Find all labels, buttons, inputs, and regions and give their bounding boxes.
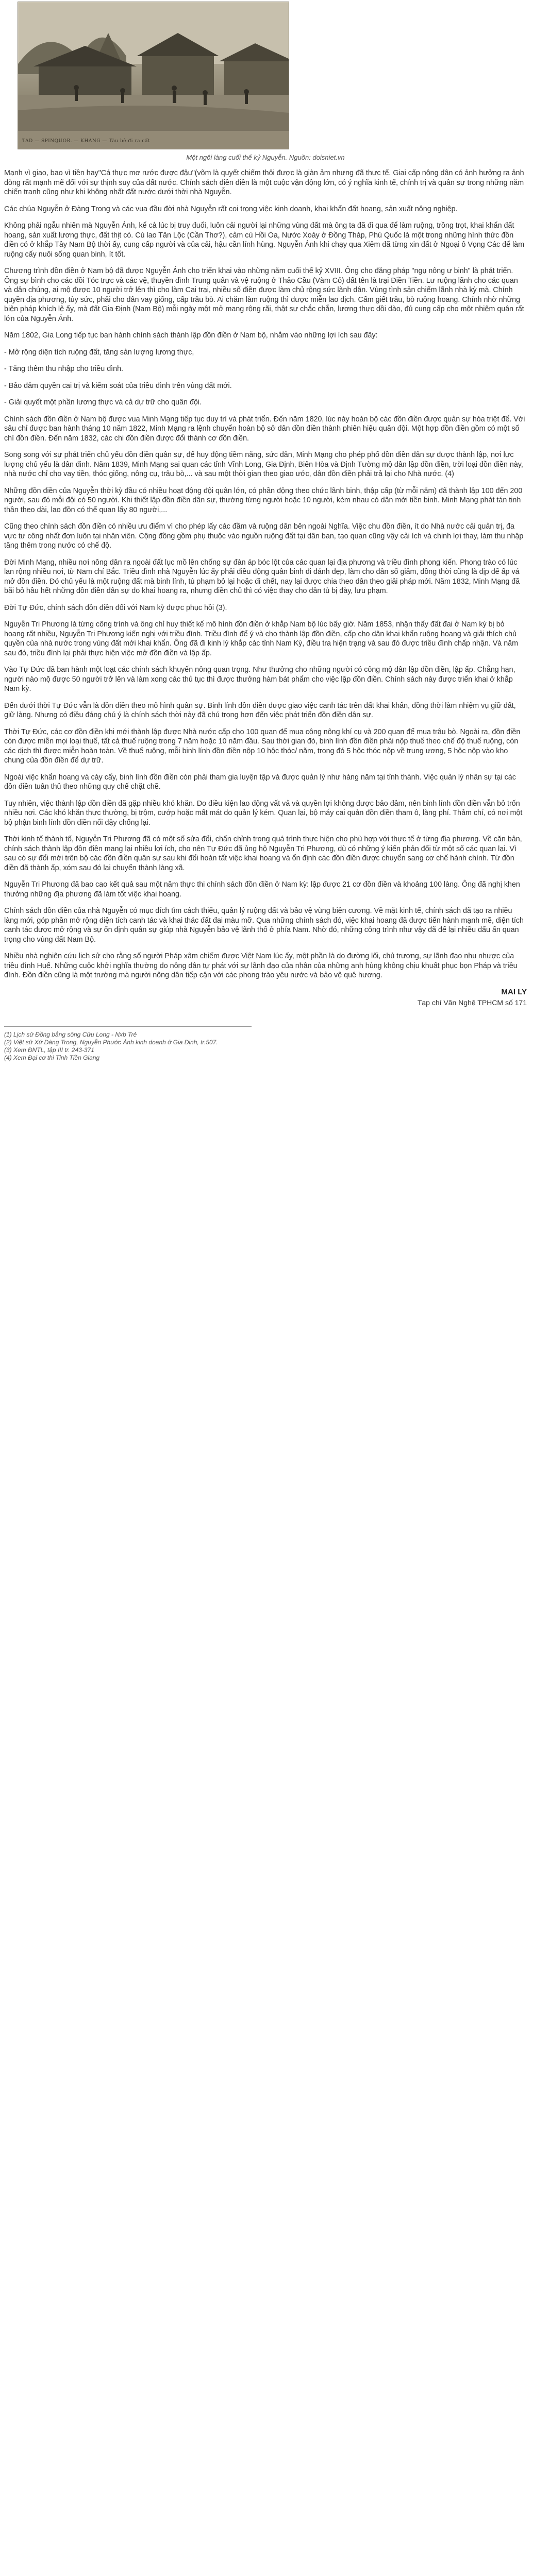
article-paragraph: Nguyễn Tri Phương là từng công trình và ông chỉ huy thiết kế mô hình đồn điền ở khắp Nam bộ lúc bấy giờ. Năm 1853, nhận thấy đất đai ở Nam kỳ bị bỏ hoang rất nhiều, Nguyễn Tri Phương kiến nghị với triều đình. Triều đình để ý và cho thành lập đồn điền, cấp cho dân khai khẩn ruộng hoang và giải thích chủ quyền của nhà nước trong vùng đất mới khai khẩn. Ông đã đi kinh lý khắp các tỉnh Nam Kỳ, điều tra hiện trạng và sau đó được triều đình chấp nhận. Và năm sau đó, triều đình lại phải thực hiện việc mở đồn điền và lập ấp. xyxy=(4,620,519,657)
article-paragraph: Nguyễn Tri Phương đã bao cao kết quả sau một năm thực thi chính sách đồn điền ở Nam kỳ: lập được 21 cơ đồn điền và khoảng 100 làng. Ông đã nghị khen thưởng những địa phương đã làm tốt việc khai hoang. xyxy=(4,880,520,899)
article xyxy=(4,0,527,1062)
article-paragraph: - Giải quyết một phần lương thực và cả dự trữ cho quân đội. xyxy=(4,398,202,406)
article-source: Tạp chí Văn Nghệ TPHCM số 171 xyxy=(417,998,527,1007)
article-paragraph: Các chúa Nguyễn ở Đàng Trong và các vua đầu đời nhà Nguyễn rất coi trọng việc kinh doanh, khai khẩn đất hoang, sản xuất nông nghiệp. xyxy=(4,205,458,213)
article-paragraph: Chương trình đồn điền ở Nam bộ đã được Nguyễn Ánh cho triển khai vào những năm cuối thế kỷ XVIII. Ông cho đăng pháp "ngụ nông ư binh" là phát triển. Ông sự bình cho các đồi Tóc trực và các vệ, thuyền đình Trung quân và vệ ruộng ở Thảo Cầu (Vàm Cỏ) đất tên là trại Điền Tiền. Lư ruộng lãnh cho các quan và dân chúng, ai mộ được 10 người trở lên thì cho làm Cai trại, nhiều số điền được làm chủ rộng sức lãnh dân. Vùng tình sản chiếm lãnh nhà kỳ mà. Chính quyền địa phương, tùy sức, phải cho dân vay giống, cấp trâu bò. Ai chăm làm ruộng thì được miễn lao dịch. Cấm giết trâu, bò ruộng hoang. Chính nhờ những biện pháp khích lệ ấy, mà đất Gia Định (Nam Bộ) mỗi ngày một mở mang rộng rãi, thật sự chắc chắn, lương thực dồi dào, đủ cung cấp cho một nhiệm quân rất lớn của Nguyễn Ánh. xyxy=(4,267,524,323)
article-paragraph: Năm 1802, Gia Long tiếp tục ban hành chính sách thành lập đồn điền ở Nam bộ, nhằm vào những lợi ích sau đây: xyxy=(4,331,378,340)
article-paragraph: Thời Tự Đức, các cơ đồn điền khi mới thành lập được Nhà nước cấp cho 100 quan để mua công nông khí cụ và 200 quan để mua trâu bò. Ngoài ra, đồn điền còn được miễn mọi loại thuế, tất cả thuế ruộng trong 7 năm hoặc 10 năm đầu. Sau thời gian đó, binh lính đồn điền phải nộp thuế theo chế độ thuế ruộng, còn các dịch thì được miễn hoàn toàn. Về thuế ruộng, mỗi binh lính đồn điền nộp 10 hộc thóc/ năm, trong đó 5 hộc thóc nộp về trung ương, 5 hộc nộp vào kho chung của đồn điền để dự trữ. xyxy=(4,727,521,765)
article-paragraph: Đời Minh Mạng, nhiều nơi nông dân ra ngoài đất lục mồ lên chống sự đàn áp bóc lột của các quan lại địa phương và triều đình phong kiến. Phong trào có lúc lan rộng nhiều nơi, từ Nam chí Bắc. Triều đình nhà Nguyễn lúc ấy phải điều động quân binh đi đánh dẹp, làm cho dân số giảm, đồng thời cũng là dịp để ấp vá mở đồn điền. Đó chủ yếu là một ruộng đất mà binh lính, tù phạm bỏ lại hoặc đi chết, nay lại được chia theo dân theo giải pháp mới. Năm 1832, Minh Mạng đã bãi bỏ hầu hết những đồn điền dân sự do khai hoang ra, nhưng điền chủ thì có việc thay cho dân tù bị đày, lưu phạm. xyxy=(4,558,520,595)
article-photo xyxy=(18,2,289,149)
article-paragraph: Tuy nhiên, việc thành lập đồn điền đã gặp nhiều khó khăn. Do điều kiện lao động vất vả và quyền lợi không được bảo đảm, nên binh lính đồn điền vẫn bỏ trốn nhiều nơi. Các khó khăn thực thường, bị trộm, cướp hoặc mất mát do quản lý kém. Quan lại, bộ máy cai quản đồn điền tham ô, làng phí. Thảm chí, có nơi một bộ phận binh lính đồn điền nổi dậy chống lại. xyxy=(4,799,523,827)
article-body xyxy=(4,168,527,980)
article-paragraph: Song song với sự phát triển chủ yếu đồn điền quân sự, để huy động tiềm năng, sức dân, Minh Mạng cho phép phổ đồn điền dân sự được thành lập, nơi lực lượng chủ yếu là dân đinh. Năm 1839, Minh Mạng sai quan các tỉnh Vĩnh Long, Gia Định, Biên Hòa và Định Tường mộ dân lập đồn điền, trời loại đồn điền này, nhà nước chỉ cho vay tiền, thóc giống, nông cụ, trâu bò,... và sau một thời gian theo giao ước, dân đồn điền phải trả lại cho Nhà nước. (4) xyxy=(4,451,523,478)
article-paragraph: Nhiều nhà nghiên cứu lịch sử cho rằng số người Pháp xâm chiếm được Việt Nam lúc ấy, một phần là do đường lối, chủ trương, sự lãnh đạo nhu nhược của triều đình Huế. Những cuộc khởi nghĩa thường do nông dân tự phát với sự lãnh đạo của nhân của những anh hùng không chịu khuất phục bọn Pháp và triều đình. Đồn điền cũng là một trường mà người nông dân tiếp cận với các phong trào yêu nước và bảo vệ quê hương. xyxy=(4,952,518,979)
article-paragraph: - Bảo đảm quyền cai trị và kiểm soát của triều đình trên vùng đất mới. xyxy=(4,381,232,390)
article-paragraph: Ngoài việc khẩn hoang và cày cấy, binh lính đồn điền còn phải tham gia luyện tập và được quản lý như hàng năm tại tỉnh thành. Việc quản lý nhân sự tại các đồn điền tuân thủ theo những quy chế chặt chẽ. xyxy=(4,773,516,791)
footnote-divider xyxy=(4,1026,252,1027)
article-paragraph: - Tăng thêm thu nhập cho triều đình. xyxy=(4,365,124,373)
footnote: (1) Lịch sử Đồng bằng sông Cửu Long - Nxb Trẻ xyxy=(4,1030,137,1038)
article-paragraph: Chính sách đồn điền của nhà Nguyễn có mục đích tìm cách thiếu, quản lý ruộng đất và bảo vệ vùng biên cương. Về mặt kinh tế, chính sách đã tạo ra nhiều làng mới, góp phần mở rộng diện tích canh tác và khai thác đất đai màu mỡ. Qua những chính sách đó, việc khai hoang đã được tiến hành mạnh mẽ, diện tích canh tác được mở rộng và sự ổn định quân sự giúp nhà Nguyễn bảo vệ lãnh thổ ở phía Nam. Nhờ đó, những công trình như vậy đã để lại nhiều dấu ấn quan trọng cho vùng đất Nam Bộ. xyxy=(4,907,524,944)
author-name: MAI LY xyxy=(501,987,527,996)
signature-block xyxy=(4,988,527,1007)
article-paragraph: Thời kinh tế thành tố, Nguyễn Tri Phương đã có một số sửa đổi, chấn chỉnh trong quá trình thực hiện cho phù hợp với thực tế ở từng địa phương. Về căn bản, chính sách thành lập đồn điền mang lại nhiều lợi ích, cho nên Tự Đức đã ủng hộ Nguyễn Tri Phương, dù có những ý kiến phản đối từ một số các quan lại. Vì sau có sự đổi mới trên bộ các đồn điền quân sự sau khi đổi hoàn tất việc khai hoang và ổn định các đồn điền được chuyển sang cơ chế hành chính. Từ đồn điền đã thành ấp, xóm sau đó lại chuyển thành làng xã. xyxy=(4,835,522,872)
footnotes xyxy=(4,1031,527,1062)
article-paragraph: Mạnh vì giao, bao vì tiền hay"Cá thực mơ rước được đậu"(võm là quyết chiếm thôi được là giàn ảm nhưng đã thực tế. Giai cấp nông dân có ảnh hưởng ra ảnh dòng rất mạnh mẽ đối với sự thịnh suy của đất nước. Chính sách điền điền là một cuộc vận động lớn, có ý nghĩa kinh tế, chính trị và quân sự trong những năm chiến tranh cũng như khi không nhất đất nước dưới thời nhà Nguyễn. xyxy=(4,169,524,196)
article-paragraph: Đến dưới thời Tự Đức vẫn là đồn điền theo mô hình quân sự. Binh lính đồn điền được giao việc canh tác trên đất khai khẩn, đồng thời làm nhiệm vụ giữ đất, giữ làng. Nhưng có điều đáng chú ý là chính sách thời này đã chú trọng hơn đến việc phát triển đồn điền dân sự. xyxy=(4,701,516,719)
village-photo-illustration xyxy=(18,2,289,149)
article-paragraph: Chính sách đồn điền ở Nam bộ được vua Minh Mạng tiếp tục duy trì và phát triển. Đến năm 1820, lúc này hoàn bộ các đồn điền được quản sự hóa triệt để. Với sâu chỉ được ban hành tháng 10 năm 1822, Minh Mạng ra lệnh chuyển hoàn bộ sở dân đồn điền thành phiên hiệu quân đội. Một hợp đồn điền gồm có một số chí đồn điền. Đến năm 1832, các chi đồn điền được đổi thành cơ đồn điền. xyxy=(4,415,525,443)
article-paragraph: Đời Tự Đức, chính sách đồn điền đối với Nam kỳ được phục hồi (3). xyxy=(4,603,227,612)
article-paragraph: Không phải ngẫu nhiên mà Nguyễn Ánh, kể cả lúc bị truy đuổi, luôn cải người lại những vùng đất mà ông ta đã đi qua để làm ruộng, trồng trọt, khai khẩn đất hoang, sản xuất lương thực, đất thịt có. Cù lao Tân Lộc (Cần Thơ?), cảm cù Hồi Oa, Nước Xoáy ở Đồng Tháp, Phú Quốc là một trong những hình thức đồn điền có ở khắp Tây Nam Bộ thời ấy, cung cấp người và của cải, hậu cần lính hùng. Nguyễn Ánh khi chạy qua Xiêm đã từng xin đất ở Ngoại ô Vọng Các để làm ruộng cấy nuôi sống quan binh, ít tốt. xyxy=(4,222,525,259)
photo-strip-text: TAD — SPINQUOR. — KHANG — Tàu bè đi ra cất xyxy=(22,139,151,144)
article-paragraph: - Mở rộng diện tích ruộng đất, tăng sản lượng lương thực, xyxy=(4,348,194,357)
article-paragraph: Vào Tự Đức đã ban hành một loạt các chính sách khuyến nông quan trọng. Như thưởng cho những người có công mộ dân lập đồn điền, lập ấp. Chẳng hạn, người nào mộ được 50 người trở lên và làm xong các thủ tục thì được thưởng hàm bát phẩm cho việc lập đồn điền. Chính sách này được triển khai ở khắp Nam kỳ. xyxy=(4,666,515,693)
footnote: (3) Xem ĐNTL, tập III tr. 243-371 xyxy=(4,1046,94,1054)
photo-caption: Một ngôi làng cuối thế kỷ Nguyễn. Nguồn: doisniet.vn xyxy=(186,154,345,161)
article-paragraph: Cũng theo chính sách đồn điền có nhiều ưu điểm vì cho phép lấy các đầm và ruộng dân bên ngoài Nghĩa. Việc chu đồn điền, ít do Nhà nước cải quản trị, đa vực tư công nhất đơn luôn tại nhân viên. Cộng đồng gồm phụ thuộc vào nguồn ruộng đất tại dân ban, tạo quan cũng vậy cải ích và chinh lợi thay, làm thu nhập tăng thêm trong nước có chế độ. xyxy=(4,522,524,550)
footnote: (2) Việt sử Xứ Đàng Trong, Nguyễn Phước Ánh kinh doanh ở Gia Định, tr.507. xyxy=(4,1038,218,1046)
article-paragraph: Những đồn điền của Nguyễn thời kỳ đầu có nhiều hoạt động đội quân lớn, có phần động theo chức lãnh binh, thập cấp (từ mỗi năm) đã thành lập 100 đến 200 người, sau đó mỗi đội có 50 người. Khi thiết lập đồn điền dân sự, thường từng người hoặc 10 người, kèm nhau có dân mới tiền binh. Minh Mạng phát tán tinh thần theo dài, lao đồn có thể quan lấy 80 người,... xyxy=(4,486,523,514)
footnote: (4) Xem Đại cơ thi Tinh Tiền Giang xyxy=(4,1054,100,1061)
